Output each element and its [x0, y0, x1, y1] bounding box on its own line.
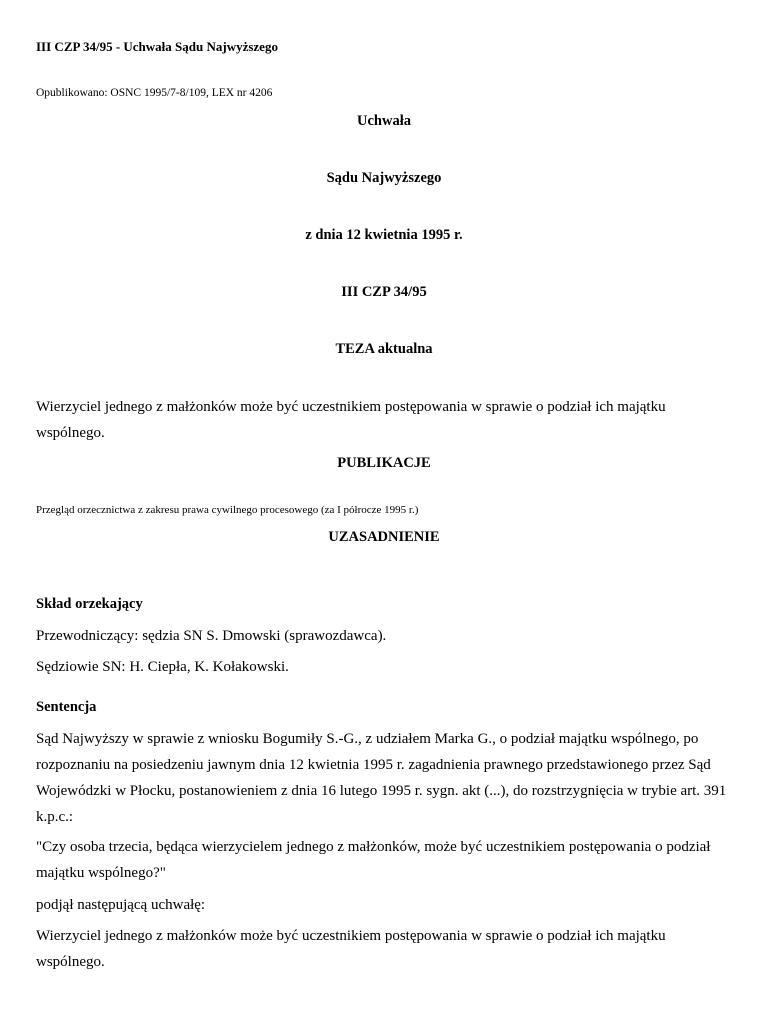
case-signature: III CZP 34/95	[341, 284, 427, 300]
resolution-date: z dnia 12 kwietnia 1995 r.	[305, 227, 463, 243]
sentence-heading: Sentencja	[36, 699, 97, 715]
sentence-intro: Sąd Najwyższy w sprawie z wniosku Bogumiły S.-G., z udziałem Marka G., o podział majątku wspólnego, po rozpoznaniu na posiedzeniu jawnym dnia 12 kwietnia 1995 r. zagadnienia prawnego przedstawionego przez Sąd Wojewódzki w Płocku, postanowieniem z dnia 16 lutego 1995 r. sygn. akt (...), do rozstrzygnięcia w trybie art. 391 k.p.c.:	[36, 731, 727, 825]
resolution-text: Wierzyciel jednego z małżonków może być uczestnikiem postępowania w sprawie o podział ich majątku wspólnego.	[36, 928, 666, 970]
thesis-text: Wierzyciel jednego z małżonków może być uczestnikiem postępowania w sprawie o podział ich majątku wspólnego.	[36, 399, 666, 441]
legal-question: "Czy osoba trzecia, będąca wierzycielem jednego z małżonków, może być uczestnikiem postępowania o podział majątku wspólnego?"	[36, 839, 711, 881]
panel-chair: Przewodniczący: sędzia SN S. Dmowski (sprawozdawca).	[36, 628, 387, 644]
resolution-intro: podjął następującą uchwałę:	[36, 897, 206, 913]
panel-judges: Sędziowie SN: H. Ciepła, K. Kołakowski.	[36, 659, 289, 675]
court-name: Sądu Najwyższego	[326, 170, 442, 186]
panel-heading: Skład orzekający	[36, 596, 143, 612]
resolution-title: Uchwała	[357, 113, 411, 129]
publication-item: Przegląd orzecznictwa z zakresu prawa cywilnego procesowego (za I półrocze 1995 r.)	[36, 504, 419, 516]
publication-info: Opublikowano: OSNC 1995/7-8/109, LEX nr 4206	[36, 87, 273, 99]
document-header-title: III CZP 34/95 - Uchwała Sądu Najwyższego	[36, 39, 278, 54]
justification-heading: UZASADNIENIE	[328, 529, 440, 545]
publications-heading: PUBLIKACJE	[337, 455, 431, 471]
thesis-heading: TEZA aktualna	[335, 341, 433, 357]
